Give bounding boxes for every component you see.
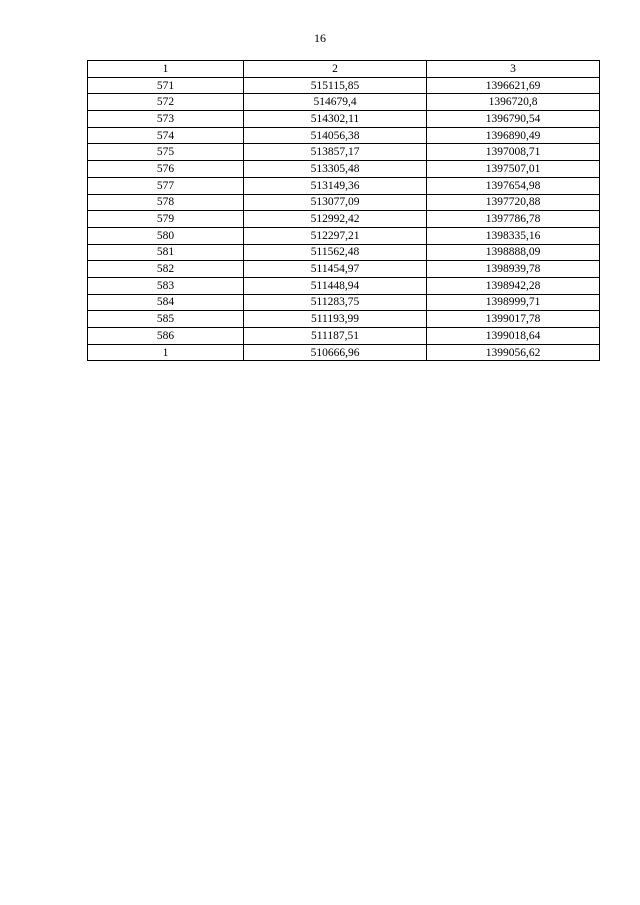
page-number: 16 xyxy=(314,31,326,45)
point-number-cell: 581 xyxy=(88,244,244,261)
y-coordinate-cell: 1398335,16 xyxy=(427,227,600,244)
y-coordinate-cell: 1399056,62 xyxy=(427,344,600,361)
y-coordinate-cell: 1398942,28 xyxy=(427,277,600,294)
table-row xyxy=(88,344,600,361)
y-coordinate-cell: 1396790,54 xyxy=(427,111,600,128)
x-coordinate-cell: 512992,42 xyxy=(244,211,427,228)
header-cell-3: 3 xyxy=(427,61,600,78)
point-number-cell: 584 xyxy=(88,294,244,311)
x-coordinate-cell: 513857,17 xyxy=(244,144,427,161)
header-row xyxy=(88,61,600,78)
table-row xyxy=(88,127,600,144)
table-row xyxy=(88,94,600,111)
point-number-cell: 574 xyxy=(88,127,244,144)
point-number-cell: 1 xyxy=(88,344,244,361)
x-coordinate-cell: 514679,4 xyxy=(244,94,427,111)
x-coordinate-cell: 513305,48 xyxy=(244,161,427,178)
table-row xyxy=(88,177,600,194)
table-row xyxy=(88,161,600,178)
point-number-cell: 572 xyxy=(88,94,244,111)
x-coordinate-cell: 513149,36 xyxy=(244,177,427,194)
table-row xyxy=(88,211,600,228)
header-cell-2: 2 xyxy=(244,61,427,78)
point-number-cell: 577 xyxy=(88,177,244,194)
y-coordinate-cell: 1396621,69 xyxy=(427,77,600,94)
x-coordinate-cell: 510666,96 xyxy=(244,344,427,361)
y-coordinate-cell: 1398939,78 xyxy=(427,261,600,278)
point-number-cell: 575 xyxy=(88,144,244,161)
y-coordinate-cell: 1397720,88 xyxy=(427,194,600,211)
point-number-cell: 582 xyxy=(88,261,244,278)
y-coordinate-cell: 1397786,78 xyxy=(427,211,600,228)
y-coordinate-cell: 1396890,49 xyxy=(427,127,600,144)
table-row xyxy=(88,194,600,211)
y-coordinate-cell: 1397008,71 xyxy=(427,144,600,161)
x-coordinate-cell: 511562,48 xyxy=(244,244,427,261)
x-coordinate-cell: 511454,97 xyxy=(244,261,427,278)
x-coordinate-cell: 511187,51 xyxy=(244,328,427,345)
table-row xyxy=(88,311,600,328)
table-body xyxy=(88,77,600,361)
table-row xyxy=(88,328,600,345)
x-coordinate-cell: 511448,94 xyxy=(244,277,427,294)
point-number-cell: 583 xyxy=(88,277,244,294)
x-coordinate-cell: 512297,21 xyxy=(244,227,427,244)
y-coordinate-cell: 1398999,71 xyxy=(427,294,600,311)
y-coordinate-cell: 1399017,78 xyxy=(427,311,600,328)
table-header xyxy=(88,61,600,78)
point-number-cell: 586 xyxy=(88,328,244,345)
point-number-cell: 580 xyxy=(88,227,244,244)
x-coordinate-cell: 514302,11 xyxy=(244,111,427,128)
table-row xyxy=(88,144,600,161)
y-coordinate-cell: 1397654,98 xyxy=(427,177,600,194)
table-row xyxy=(88,294,600,311)
table-row xyxy=(88,244,600,261)
x-coordinate-cell: 511283,75 xyxy=(244,294,427,311)
x-coordinate-cell: 511193,99 xyxy=(244,311,427,328)
point-number-cell: 571 xyxy=(88,77,244,94)
table-row xyxy=(88,277,600,294)
header-cell-1: 1 xyxy=(88,61,244,78)
y-coordinate-cell: 1398888,09 xyxy=(427,244,600,261)
point-number-cell: 579 xyxy=(88,211,244,228)
y-coordinate-cell: 1399018,64 xyxy=(427,328,600,345)
table-row xyxy=(88,77,600,94)
coordinates-table xyxy=(87,60,600,361)
point-number-cell: 573 xyxy=(88,111,244,128)
table-row xyxy=(88,261,600,278)
point-number-cell: 578 xyxy=(88,194,244,211)
y-coordinate-cell: 1396720,8 xyxy=(427,94,600,111)
point-number-cell: 576 xyxy=(88,161,244,178)
point-number-cell: 585 xyxy=(88,311,244,328)
y-coordinate-cell: 1397507,01 xyxy=(427,161,600,178)
x-coordinate-cell: 514056,38 xyxy=(244,127,427,144)
x-coordinate-cell: 515115,85 xyxy=(244,77,427,94)
table-row xyxy=(88,111,600,128)
x-coordinate-cell: 513077,09 xyxy=(244,194,427,211)
table-row xyxy=(88,227,600,244)
